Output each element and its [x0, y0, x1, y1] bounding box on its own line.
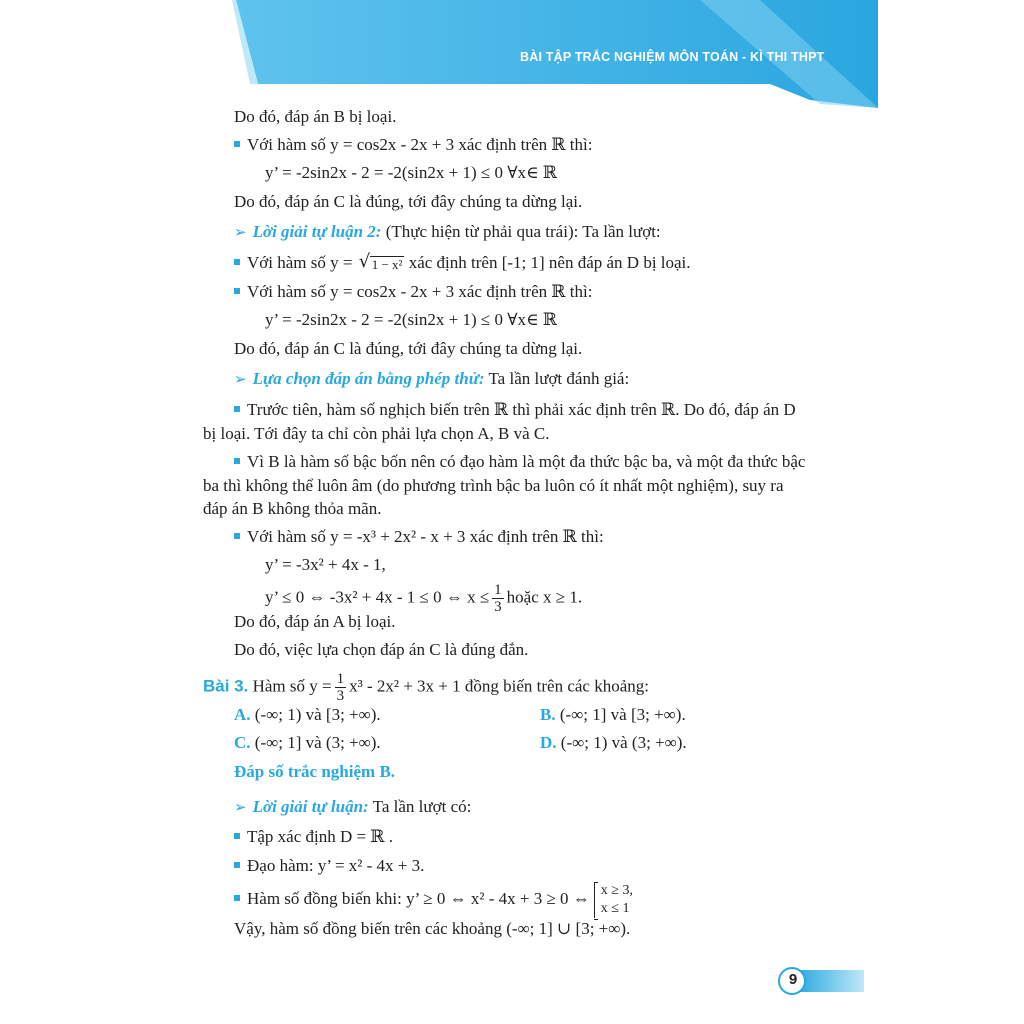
- option-c: C. (-∞; 1] và (3; +∞).: [234, 733, 381, 752]
- text-line: ba thì không thể luôn âm (do phương trình bậc ba luôn có ít nhất một nghiệm), suy ra: [203, 476, 784, 495]
- bullet-line: Với hàm số y = cos2x - 2x + 3 xác định trên ℝ thì:: [234, 134, 592, 156]
- formula-line: y’ = -2sin2x - 2 = -2(sin2x + 1) ≤ 0 ∀x∈ ℝ: [265, 310, 557, 329]
- text-line: bị loại. Tới đây ta chỉ còn phải lựa chọn A, B và C.: [203, 424, 550, 443]
- option-a: A. (-∞; 1) và [3; +∞).: [234, 705, 381, 724]
- text-line: Do đó, đáp án A bị loại.: [234, 612, 396, 631]
- formula-line: y’ ≤ 0 ⇔ -3x² + 4x - 1 ≤ 0 ⇔ x ≤ $\frac{1}{3}$ hoặc x ≥ 1.: [265, 582, 583, 615]
- bullet-line: Hàm số đồng biến khi: y’ ≥ 0 ⇔ x² - 4x + 3 ≥ 0 ⇔ x ≥ 3, x ≤ 1: [234, 882, 633, 918]
- header-banner: [0, 0, 1024, 115]
- bullet-line: Tập xác định D = ℝ .: [234, 826, 393, 848]
- arrow-icon: ➢: [234, 223, 247, 241]
- fraction: $\frac{1}{3}$: [336, 671, 345, 704]
- page-number: 9: [788, 971, 798, 988]
- solution-heading: ➢ Lời giải tự luận 2: (Thực hiện từ phải qua trái): Ta lần lượt:: [234, 222, 661, 241]
- bullet-line: Vì B là hàm số bậc bốn nên có đạo hàm là một đa thức bậc ba, và một đa thức bậc: [234, 451, 805, 473]
- option-b: B. (-∞; 1] và [3; +∞).: [540, 705, 686, 724]
- bullet-line: Với hàm số y = √ 1 − x² xác định trên [-1; 1] nên đáp án D bị loại.: [234, 252, 691, 275]
- sqrt-expression: √ 1 − x²: [358, 251, 403, 273]
- option-d: D. (-∞; 1) và (3; +∞).: [540, 733, 687, 752]
- solution-heading: ➢ Lựa chọn đáp án bằng phép thử: Ta lần lượt đánh giá:: [234, 369, 630, 388]
- answer-line: Đáp số trắc nghiệm B.: [234, 762, 396, 781]
- arrow-icon: ➢: [234, 370, 247, 388]
- text-line: Do đó, việc lựa chọn đáp án C là đúng đắn.: [234, 640, 529, 659]
- formula-line: y’ = -2sin2x - 2 = -2(sin2x + 1) ≤ 0 ∀x∈ ℝ: [265, 163, 557, 182]
- bullet-icon: [234, 833, 240, 839]
- text-line: Do đó, đáp án B bị loại.: [234, 107, 397, 126]
- text-line: Do đó, đáp án C là đúng, tới đây chúng ta dừng lại.: [234, 339, 583, 358]
- formula-line: y’ = -3x² + 4x - 1,: [265, 555, 386, 574]
- bullet-icon: [234, 533, 240, 539]
- arrow-icon: ➢: [234, 798, 247, 816]
- bullet-icon: [234, 288, 240, 294]
- bullet-icon: [234, 259, 240, 265]
- text-line: Do đó, đáp án C là đúng, tới đây chúng ta dừng lại.: [234, 192, 583, 211]
- bullet-line: Trước tiên, hàm số nghịch biến trên ℝ thì phải xác định trên ℝ. Do đó, đáp án D: [234, 399, 796, 421]
- fraction: $\frac{1}{3}$: [494, 582, 502, 615]
- bullet-icon: [234, 862, 240, 868]
- problem-label: Bài 3.: [203, 676, 249, 696]
- bullet-line: Với hàm số y = cos2x - 2x + 3 xác định trên ℝ thì:: [234, 281, 592, 303]
- bullet-icon: [234, 406, 240, 412]
- bullet-icon: [234, 141, 240, 147]
- bullet-icon: [234, 458, 240, 464]
- bullet-icon: [234, 895, 240, 901]
- bullet-line: Với hàm số y = -x³ + 2x² - x + 3 xác định trên ℝ thì:: [234, 526, 604, 548]
- solution-heading: ➢ Lời giải tự luận: Ta lần lượt có:: [234, 797, 472, 816]
- text-line: đáp án B không thỏa mãn.: [203, 499, 382, 518]
- problem-statement: Bài 3. Hàm số y = $\frac{1}{3}$ x³ - 2x² + 3x + 1 đồng biến trên các khoảng:: [203, 671, 649, 704]
- bullet-line: Đạo hàm: y’ = x² - 4x + 3.: [234, 855, 424, 877]
- system-bracket: x ≥ 3, x ≤ 1: [594, 882, 633, 918]
- text-line: Vậy, hàm số đồng biến trên các khoảng (-∞; 1] ∪ [3; +∞).: [234, 919, 631, 938]
- header-title: BÀI TẬP TRẮC NGHIỆM MÔN TOÁN - KÌ THI THPT: [520, 50, 825, 64]
